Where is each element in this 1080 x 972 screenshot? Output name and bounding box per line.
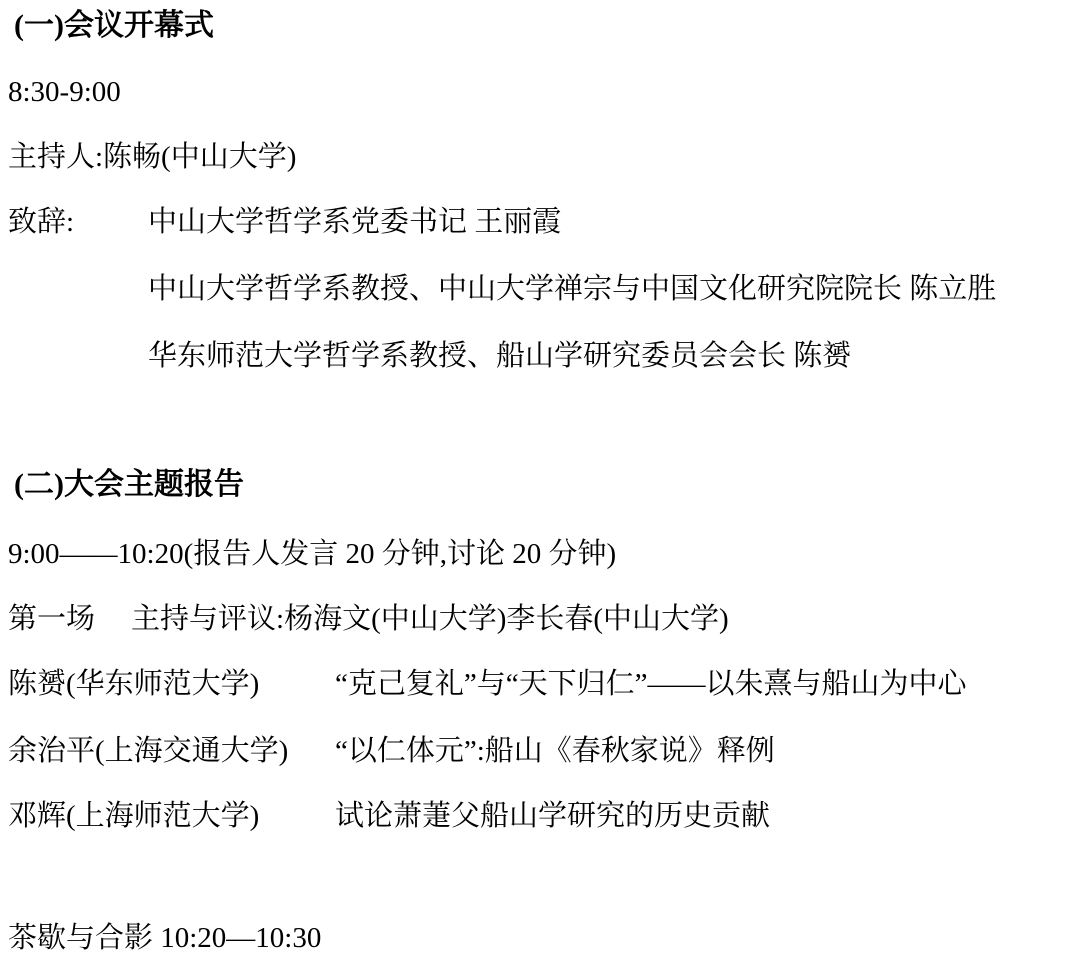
speaker-name: 邓辉(上海师范大学) xyxy=(8,800,260,832)
tea-break-line: 茶歇与合影 10:20—10:30 xyxy=(8,922,322,954)
paper-title: “以仁体元”:船山《春秋家说》释例 xyxy=(335,735,775,767)
section1-time: 8:30-9:00 xyxy=(8,76,121,108)
speech-item-3: 华东师范大学哲学系教授、船山学研究委员会会长 陈赟 xyxy=(148,340,852,372)
speech-items xyxy=(148,205,1076,373)
host-line: 主持人:陈畅(中山大学) xyxy=(8,141,297,173)
speaker-name: 陈赟(华东师范大学) xyxy=(8,668,260,700)
presentation-row-2 xyxy=(8,734,1076,768)
section2-heading: (二)大会主题报告 xyxy=(14,468,244,501)
speaker-name: 余治平(上海交通大学) xyxy=(8,735,289,767)
paper-title: “克己复礼”与“天下归仁”——以朱熹与船山为中心 xyxy=(335,668,967,700)
speech-block xyxy=(8,205,1076,373)
speech-item-2: 中山大学哲学系教授、中山大学禅宗与中国文化研究院院长 陈立胜 xyxy=(148,273,997,305)
session-number: 第一场 xyxy=(8,603,96,635)
session1-header xyxy=(8,602,1076,636)
paper-title: 试论萧萐父船山学研究的历史贡献 xyxy=(335,800,771,832)
presentation-row-1 xyxy=(8,667,1076,701)
session-chairs: 主持与评议:杨海文(中山大学)李长春(中山大学) xyxy=(131,603,729,635)
speech-label: 致辞: xyxy=(8,206,75,238)
presentation-row-3 xyxy=(8,799,1076,833)
speech-item-1: 中山大学哲学系党委书记 王丽霞 xyxy=(148,206,562,238)
section2-time-note: 9:00——10:20(报告人发言 20 分钟,讨论 20 分钟) xyxy=(8,538,617,570)
section1-heading: (一)会议开幕式 xyxy=(14,9,214,42)
